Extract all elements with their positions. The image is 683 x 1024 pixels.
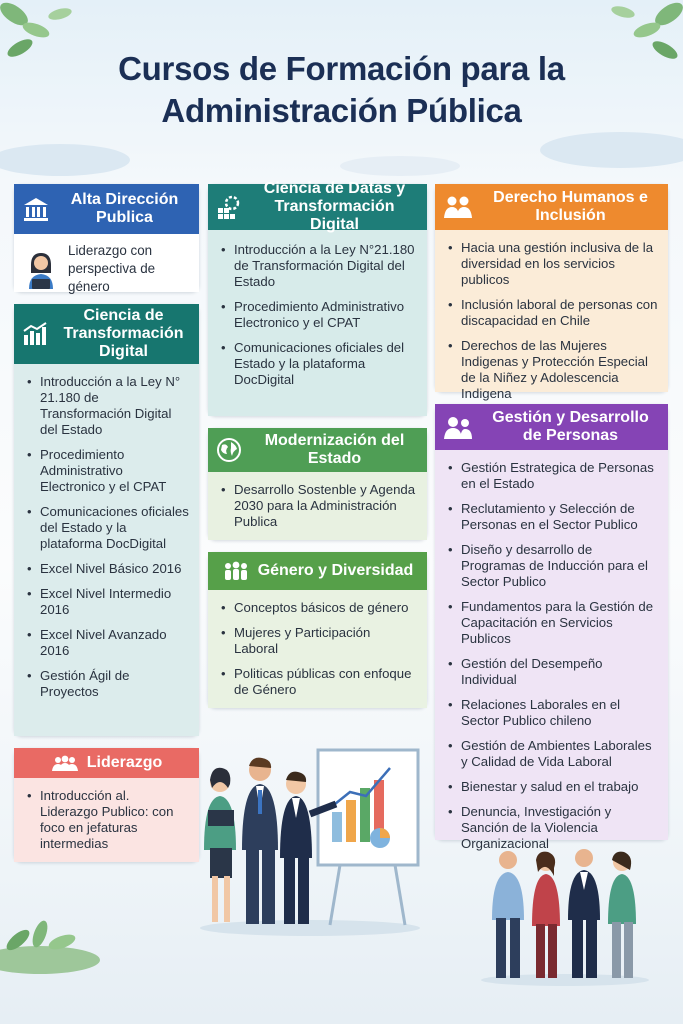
presentation-illustration: [190, 740, 430, 940]
card-modernizacion[interactable]: [208, 428, 427, 540]
plants-bottom-left: [0, 880, 120, 970]
list-item[interactable]: • Comunicaciones oficiales del Estado y la plataforma DocDigital: [218, 340, 417, 388]
list-item[interactable]: • Reclutamiento y Selección de Personas en el Sector Publico: [445, 501, 658, 533]
people-icon: [443, 194, 473, 220]
list-item[interactable]: • Gestión Estrategica de Personas en el Estado: [445, 460, 658, 492]
list-item[interactable]: • Fundamentos para la Gestión de Capacitación en Servicios Publicos: [445, 599, 658, 647]
card-ciencia-transformacion-title: Ciencia de Transformación Digital: [63, 307, 184, 360]
alta-item-text: Liderazgo con perspectiva de género: [68, 243, 156, 294]
list-item[interactable]: • Diseño y desarrollo de Programas de Inducción para el Sector Publico: [445, 542, 658, 590]
card-gestion-personas[interactable]: [435, 404, 668, 851]
list-item[interactable]: • Denuncia, Investigación y Sanción de la Violencia Organizacional: [445, 804, 658, 852]
gear-grid-icon: [216, 194, 242, 220]
woman-laptop-icon: [24, 249, 58, 289]
page-title-line-2: Administración Pública: [161, 92, 522, 129]
list-item[interactable]: • Mujeres y Participación Laboral: [218, 625, 417, 657]
list-item[interactable]: • Excel Nivel Básico 2016: [24, 561, 189, 577]
card-genero-header: [208, 552, 427, 590]
card-derecho-humanos-title: Derecho Humanos e Inclusión: [493, 189, 648, 224]
card-liderazgo-title: Liderazgo: [86, 754, 163, 771]
list-item[interactable]: • Procedimiento Administrativo Electronico y el CPAT: [218, 299, 417, 331]
list-item[interactable]: • Politicas públicas con enfoque de Género: [218, 666, 417, 698]
card-alta-direccion[interactable]: [14, 184, 199, 292]
list-item[interactable]: • Hacia una gestión inclusiva de la diversidad en los servicios publicos: [445, 240, 658, 288]
card-ciencia-datas-title: Ciencia de Datas y Transformación Digital: [263, 180, 406, 233]
page-title-line-1: Cursos de Formación para la: [118, 50, 565, 87]
card-derecho-humanos[interactable]: [435, 184, 668, 401]
card-gestion-personas-title: Gestión y Desarrollo de Personas: [492, 409, 649, 444]
list-item[interactable]: • Inclusión laboral de personas con discapacidad en Chile: [445, 297, 658, 329]
card-derecho-humanos-header: [435, 184, 668, 230]
list-item[interactable]: • Conceptos básicos de género: [218, 600, 417, 616]
list-item[interactable]: • Desarrollo Sostenble y Agenda 2030 para la Administración Publica: [218, 482, 417, 530]
building-icon: [22, 196, 50, 222]
list-item[interactable]: • Introducción al. Liderazgo Publico: con foco en jefaturas intermedias: [24, 788, 189, 852]
card-genero-title: Género y Diversidad: [257, 562, 414, 579]
card-liderazgo-header: [14, 748, 199, 778]
card-ciencia-transformacion[interactable]: [14, 304, 199, 736]
list-item[interactable]: • Excel Nivel Avanzado 2016: [24, 627, 189, 659]
team-icon: [51, 754, 79, 772]
list-item[interactable]: • Introducción a la Ley N° 21.180 de Transformación Digital del Estado: [24, 374, 189, 438]
list-item[interactable]: [24, 242, 189, 296]
bar-chart-icon: [22, 321, 48, 347]
card-alta-direccion-header: [14, 184, 199, 234]
card-genero[interactable]: [208, 552, 427, 708]
card-ciencia-datas-header: [208, 180, 427, 233]
card-modernizacion-header: [208, 428, 427, 472]
card-ciencia-transformacion-header: [14, 304, 199, 364]
list-item[interactable]: • Procedimiento Administrativo Electronico y el CPAT: [24, 447, 189, 495]
list-item[interactable]: • Comunicaciones oficiales del Estado y la plataforma DocDigital: [24, 504, 189, 552]
list-item[interactable]: • Derechos de las Mujeres Indigenas y Protección Especial de la Niñez y Adolescencia Indigena: [445, 338, 658, 402]
card-modernizacion-title: Modernización del Estado: [264, 432, 405, 467]
card-ciencia-datas[interactable]: [208, 180, 427, 416]
card-alta-direccion-title: Alta Dirección Publica: [70, 191, 179, 226]
users-icon: [443, 414, 473, 440]
list-item[interactable]: • Bienestar y salud en el trabajo: [445, 779, 658, 795]
team-illustration: [480, 846, 650, 986]
list-item[interactable]: • Introducción a la Ley N°21.180 de Transformación Digital del Estado: [218, 242, 417, 290]
card-liderazgo[interactable]: [14, 748, 199, 862]
list-item[interactable]: • Gestión del Desempeño Individual: [445, 656, 658, 688]
page-title: [0, 48, 683, 132]
list-item[interactable]: • Gestión de Ambientes Laborales y Calidad de Vida Laboral: [445, 738, 658, 770]
list-item[interactable]: • Gestión Ágil de Proyectos: [24, 668, 189, 700]
list-item[interactable]: • Excel Nivel Intermedio 2016: [24, 586, 189, 618]
list-item[interactable]: • Relaciones Laborales en el Sector Publico chileno: [445, 697, 658, 729]
card-gestion-personas-header: [435, 404, 668, 450]
globe-icon: [216, 437, 242, 463]
people-group-icon: [222, 561, 250, 581]
